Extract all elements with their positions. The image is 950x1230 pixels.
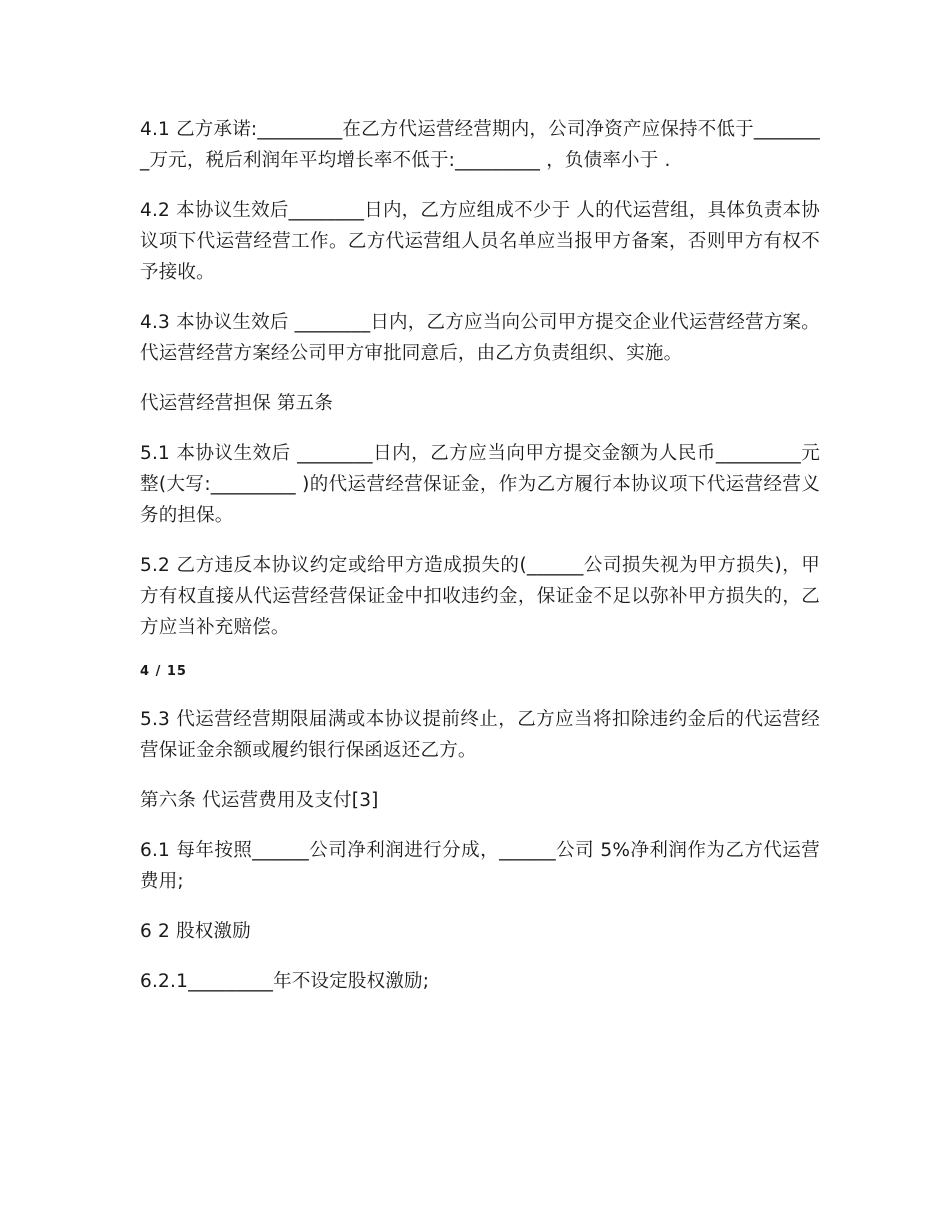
clause-5-1: 5.1 本协议生效后 ________日内，乙方应当向甲方提交金额为人民币_________元整(大写:_________ )的代运营经营保证金，作为乙方履行本协议项下代运营经营义务的担保。 bbox=[140, 443, 820, 526]
clause-4-1: 4.1 乙方承诺:_________在乙方代运营经营期内，公司净资产应保持不低于________万元，税后利润年平均增长率不低于:_________ ，负债率小于 . bbox=[140, 119, 820, 171]
section-heading-article-6: 第六条 代运营费用及支付[3] bbox=[140, 790, 379, 811]
section-heading-article-5: 代运营经营担保 第五条 bbox=[140, 393, 334, 414]
clause-6-2-1: 6.2.1_________年不设定股权激励; bbox=[140, 971, 430, 992]
document-page bbox=[140, 114, 820, 1016]
clause-5-3: 5.3 代运营经营期限届满或本协议提前终止，乙方应当将扣除违约金后的代运营经营保证金余额或履约银行保函返还乙方。 bbox=[140, 709, 820, 761]
page-number: 4 / 15 bbox=[140, 664, 187, 679]
clause-4-2: 4.2 本协议生效后________日内，乙方应组成不少于 人的代运营组，具体负责本协议项下代运营经营工作。乙方代运营组人员名单应当报甲方备案，否则甲方有权不予接收。 bbox=[140, 200, 820, 283]
clause-6-2: 6 2 股权激励 bbox=[140, 921, 251, 942]
clause-5-2: 5.2 乙方违反本协议约定或给甲方造成损失的(______公司损失视为甲方损失)，甲方有权直接从代运营经营保证金中扣收违约金，保证金不足以弥补甲方损失的，乙方应当补充赔偿。 bbox=[140, 555, 820, 638]
clause-6-1: 6.1 每年按照______公司净利润进行分成，______公司 5%净利润作为乙方代运营费用; bbox=[140, 840, 820, 892]
clause-4-3: 4.3 本协议生效后 ________日内，乙方应当向公司甲方提交企业代运营经营方案。代运营经营方案经公司甲方审批同意后，由乙方负责组织、实施。 bbox=[140, 312, 820, 364]
